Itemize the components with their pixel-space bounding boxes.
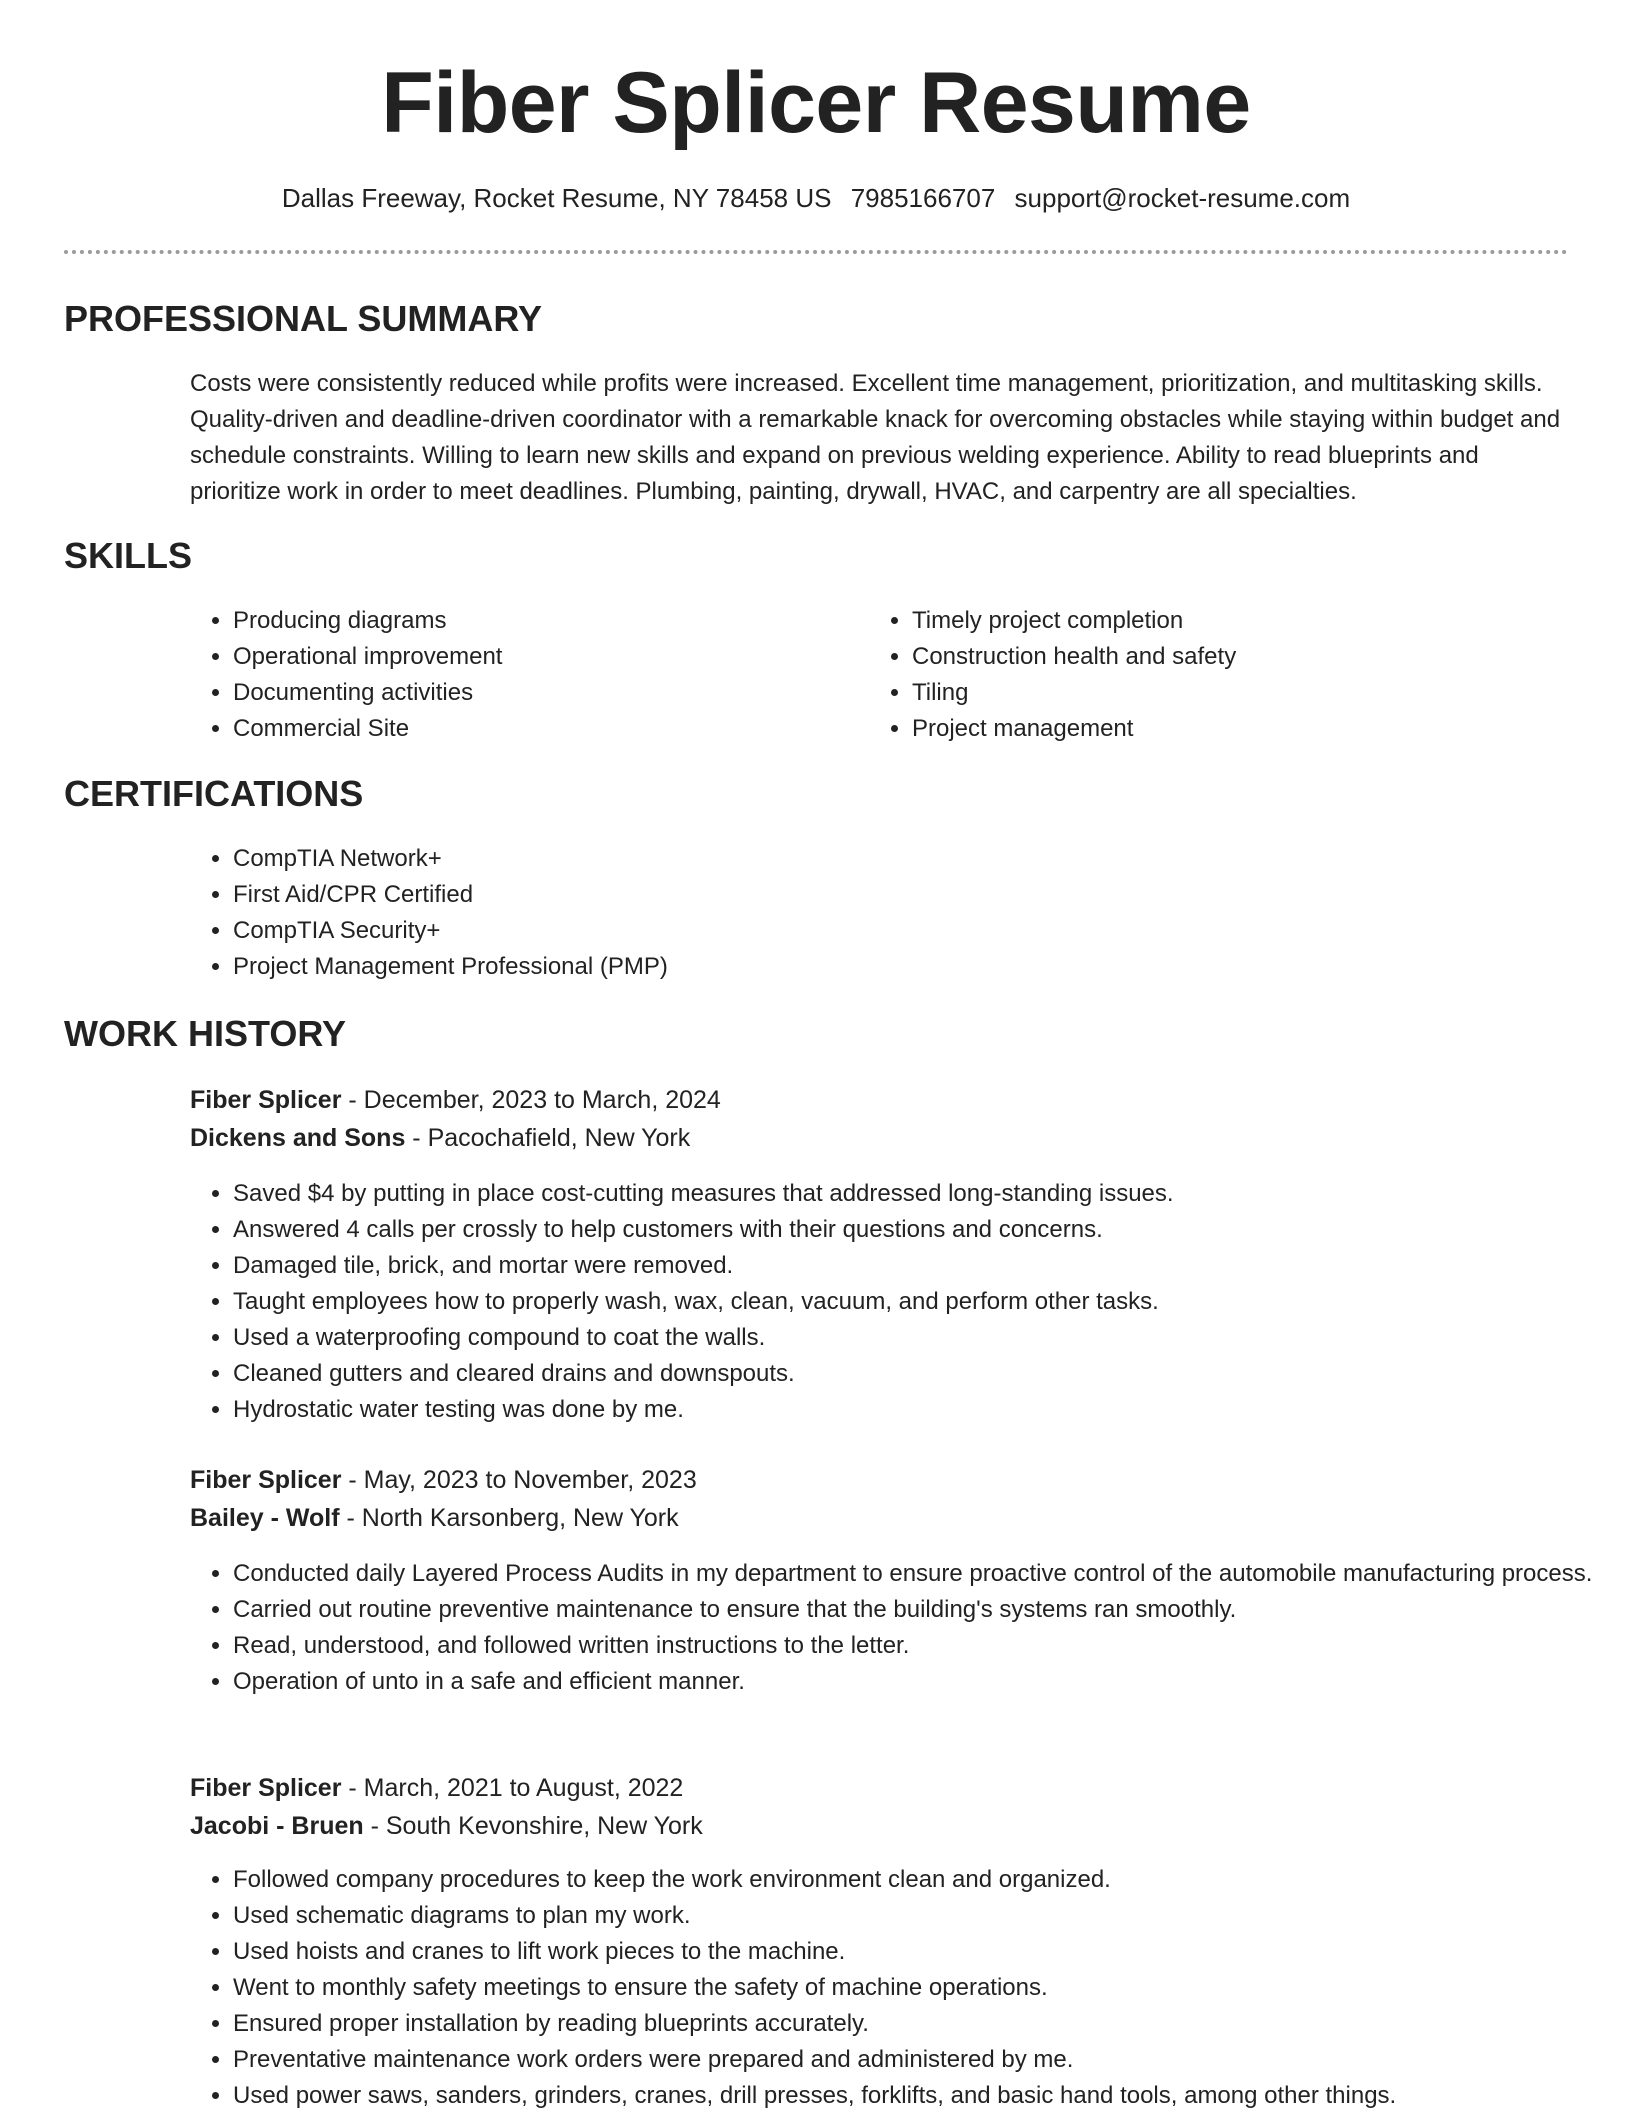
skills-heading: SKILLS — [64, 535, 193, 576]
job-bullet: • Used a waterproofing compound to coat the walls. — [233, 1320, 1613, 1356]
job-bullet: • Hydrostatic water testing was done by me. — [233, 1392, 1613, 1428]
job-dates: - March, 2021 to August, 2022 — [341, 1774, 684, 1802]
resume-title: Fiber Splicer Resume — [381, 55, 1251, 151]
skill-item: • Project management — [912, 711, 1512, 747]
contact-line — [0, 180, 1632, 216]
certifications-heading: CERTIFICATIONS — [64, 773, 364, 814]
job-bullet: • Saved $4 by putting in place cost-cutting measures that addressed long-standing issues. — [233, 1176, 1613, 1212]
skill-item: • Timely project completion — [912, 603, 1512, 639]
work-history-heading: WORK HISTORY — [64, 1013, 347, 1054]
job-bullet: • Went to monthly safety meetings to ensure the safety of machine operations. — [233, 1970, 1613, 2006]
job-title-line — [190, 1462, 697, 1498]
job-dates: - May, 2023 to November, 2023 — [341, 1466, 697, 1494]
job-company-line — [190, 1500, 679, 1536]
job-company-line — [190, 1808, 703, 1844]
job-bullet: • Cleaned gutters and cleared drains and downspouts. — [233, 1356, 1613, 1392]
skill-item: • Tiling — [912, 675, 1512, 711]
job-title: Fiber Splicer — [190, 1086, 342, 1114]
job-company-line — [190, 1120, 690, 1156]
job-bullet: • Operation of unto in a safe and efficient manner. — [233, 1664, 1613, 1700]
job-bullet: • Answered 4 calls per crossly to help customers with their questions and concerns. — [233, 1212, 1613, 1248]
certification-item: • CompTIA Security+ — [233, 913, 1533, 949]
job-bullets — [189, 1556, 1613, 1700]
certifications-list — [189, 841, 1533, 985]
job-location: - Pacochafield, New York — [405, 1124, 691, 1152]
job-company: Dickens and Sons — [190, 1124, 406, 1152]
job-title: Fiber Splicer — [190, 1466, 342, 1494]
job-bullet: • Conducted daily Layered Process Audits in my department to ensure proactive control of the automobile manufacturing process. — [233, 1556, 1613, 1592]
job-bullets — [189, 1176, 1613, 1428]
job-company: Jacobi - Bruen — [190, 1812, 364, 1840]
job-company: Bailey - Wolf — [190, 1504, 340, 1532]
job-bullet: • Preventative maintenance work orders were prepared and administered by me. — [233, 2042, 1613, 2078]
job-bullet: • Followed company procedures to keep the work environment clean and organized. — [233, 1862, 1613, 1898]
job-bullet: • Ensured proper installation by reading blueprints accurately. — [233, 2006, 1613, 2042]
job-location: - South Kevonshire, New York — [363, 1812, 703, 1840]
job-title-line — [190, 1082, 721, 1118]
job-bullet: • Carried out routine preventive maintenance to ensure that the building's systems ran smoothly. — [233, 1592, 1613, 1628]
contact-address: Dallas Freeway, Rocket Resume, NY 78458 US — [281, 183, 832, 213]
skills-list-left — [189, 603, 833, 747]
job-bullet: • Used schematic diagrams to plan my work. — [233, 1898, 1613, 1934]
job-title: Fiber Splicer — [190, 1774, 342, 1802]
summary-text: Costs were consistently reduced while profits were increased. Excellent time management, prioritization, and multitasking skills. Quality-driven and deadline-driven coordinator with a remarkable knack for overcoming obstacles while staying within budget and schedule constraints. Willing to learn new skills and expand on previous welding experience. Ability to read blueprints and prioritize work in order to meet deadlines. Plumbing, painting, drywall, HVAC, and carpentry are all specialties. — [190, 370, 1561, 505]
skill-item: • Construction health and safety — [912, 639, 1512, 675]
job-location: - North Karsonberg, New York — [339, 1504, 679, 1532]
skill-item: • Commercial Site — [233, 711, 833, 747]
contact-phone: 7985166707 — [850, 183, 996, 213]
certification-item: • CompTIA Network+ — [233, 841, 1533, 877]
job-bullets — [189, 1862, 1613, 2114]
job-bullet: • Used hoists and cranes to lift work pieces to the machine. — [233, 1934, 1613, 1970]
skill-item: • Operational improvement — [233, 639, 833, 675]
skill-item: • Documenting activities — [233, 675, 833, 711]
job-bullet: • Damaged tile, brick, and mortar were removed. — [233, 1248, 1613, 1284]
skill-item: • Producing diagrams — [233, 603, 833, 639]
contact-email: support@rocket-resume.com — [1014, 183, 1351, 213]
job-bullet: • Used power saws, sanders, grinders, cranes, drill presses, forklifts, and basic hand tools, among other things. — [233, 2078, 1613, 2114]
job-dates: - December, 2023 to March, 2024 — [341, 1086, 721, 1114]
job-bullet: • Taught employees how to properly wash, wax, clean, vacuum, and perform other tasks. — [233, 1284, 1613, 1320]
job-bullet: • Read, understood, and followed written instructions to the letter. — [233, 1628, 1613, 1664]
certification-item: • First Aid/CPR Certified — [233, 877, 1533, 913]
job-title-line — [190, 1770, 683, 1806]
certification-item: • Project Management Professional (PMP) — [233, 949, 1533, 985]
summary-heading: PROFESSIONAL SUMMARY — [64, 298, 543, 339]
skills-list-right — [868, 603, 1512, 747]
header-divider — [64, 250, 1568, 254]
